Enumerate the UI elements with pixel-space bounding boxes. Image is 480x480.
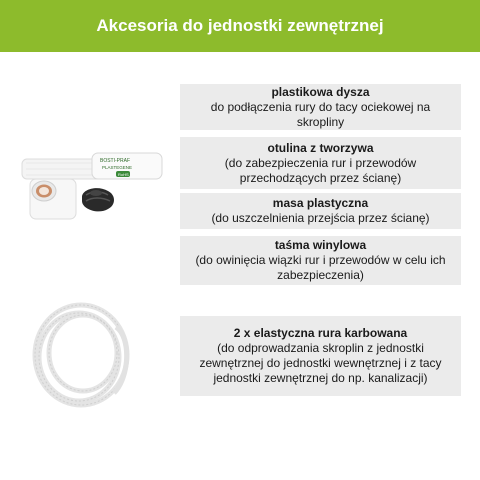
item-plastic-sleeve [180,137,461,189]
item-vinyl-tape [180,236,461,285]
page-title: Akcesoria do jednostki zewnętrznej [96,16,384,35]
rohs-badge: RoHS [118,172,129,177]
header-bar [0,0,480,52]
item-title: taśma winylowa [274,238,367,252]
item-title: masa plastyczna [272,196,369,210]
corrugated-hose-image [26,297,136,413]
item-plastic-nozzle [180,84,461,130]
item-description: (do owinięcia wiązki rur i przewodów w celu ich zabezpieczenia) [195,253,446,282]
item-title: otulina z tworzywa [267,140,374,155]
item-description: (do odprowadzania skroplin z jednostki zewnętrznej do jednostki wewnętrznej i z tacy jednostki zewnętrznej do np. kanalizacji) [199,341,442,385]
item-title: 2 x elastyczna rura karbowana [233,326,408,340]
accessories-image [20,145,165,223]
item-title: plastikowa dysza [271,84,370,99]
product-name-label: PLASTEGENE [102,165,133,170]
item-putty [180,193,461,229]
item-corrugated-hose [180,316,461,396]
item-description: (do zabezpieczenia rur i przewodów przechodzących przez ścianę) [224,155,417,185]
product-brand-label: BOSTI-PRAF [100,158,131,164]
item-description: (do uszczelnienia przejścia przez ścianę) [211,211,430,225]
item-description: do podłączenia rury do tacy ociekowej na skropliny [210,99,431,129]
